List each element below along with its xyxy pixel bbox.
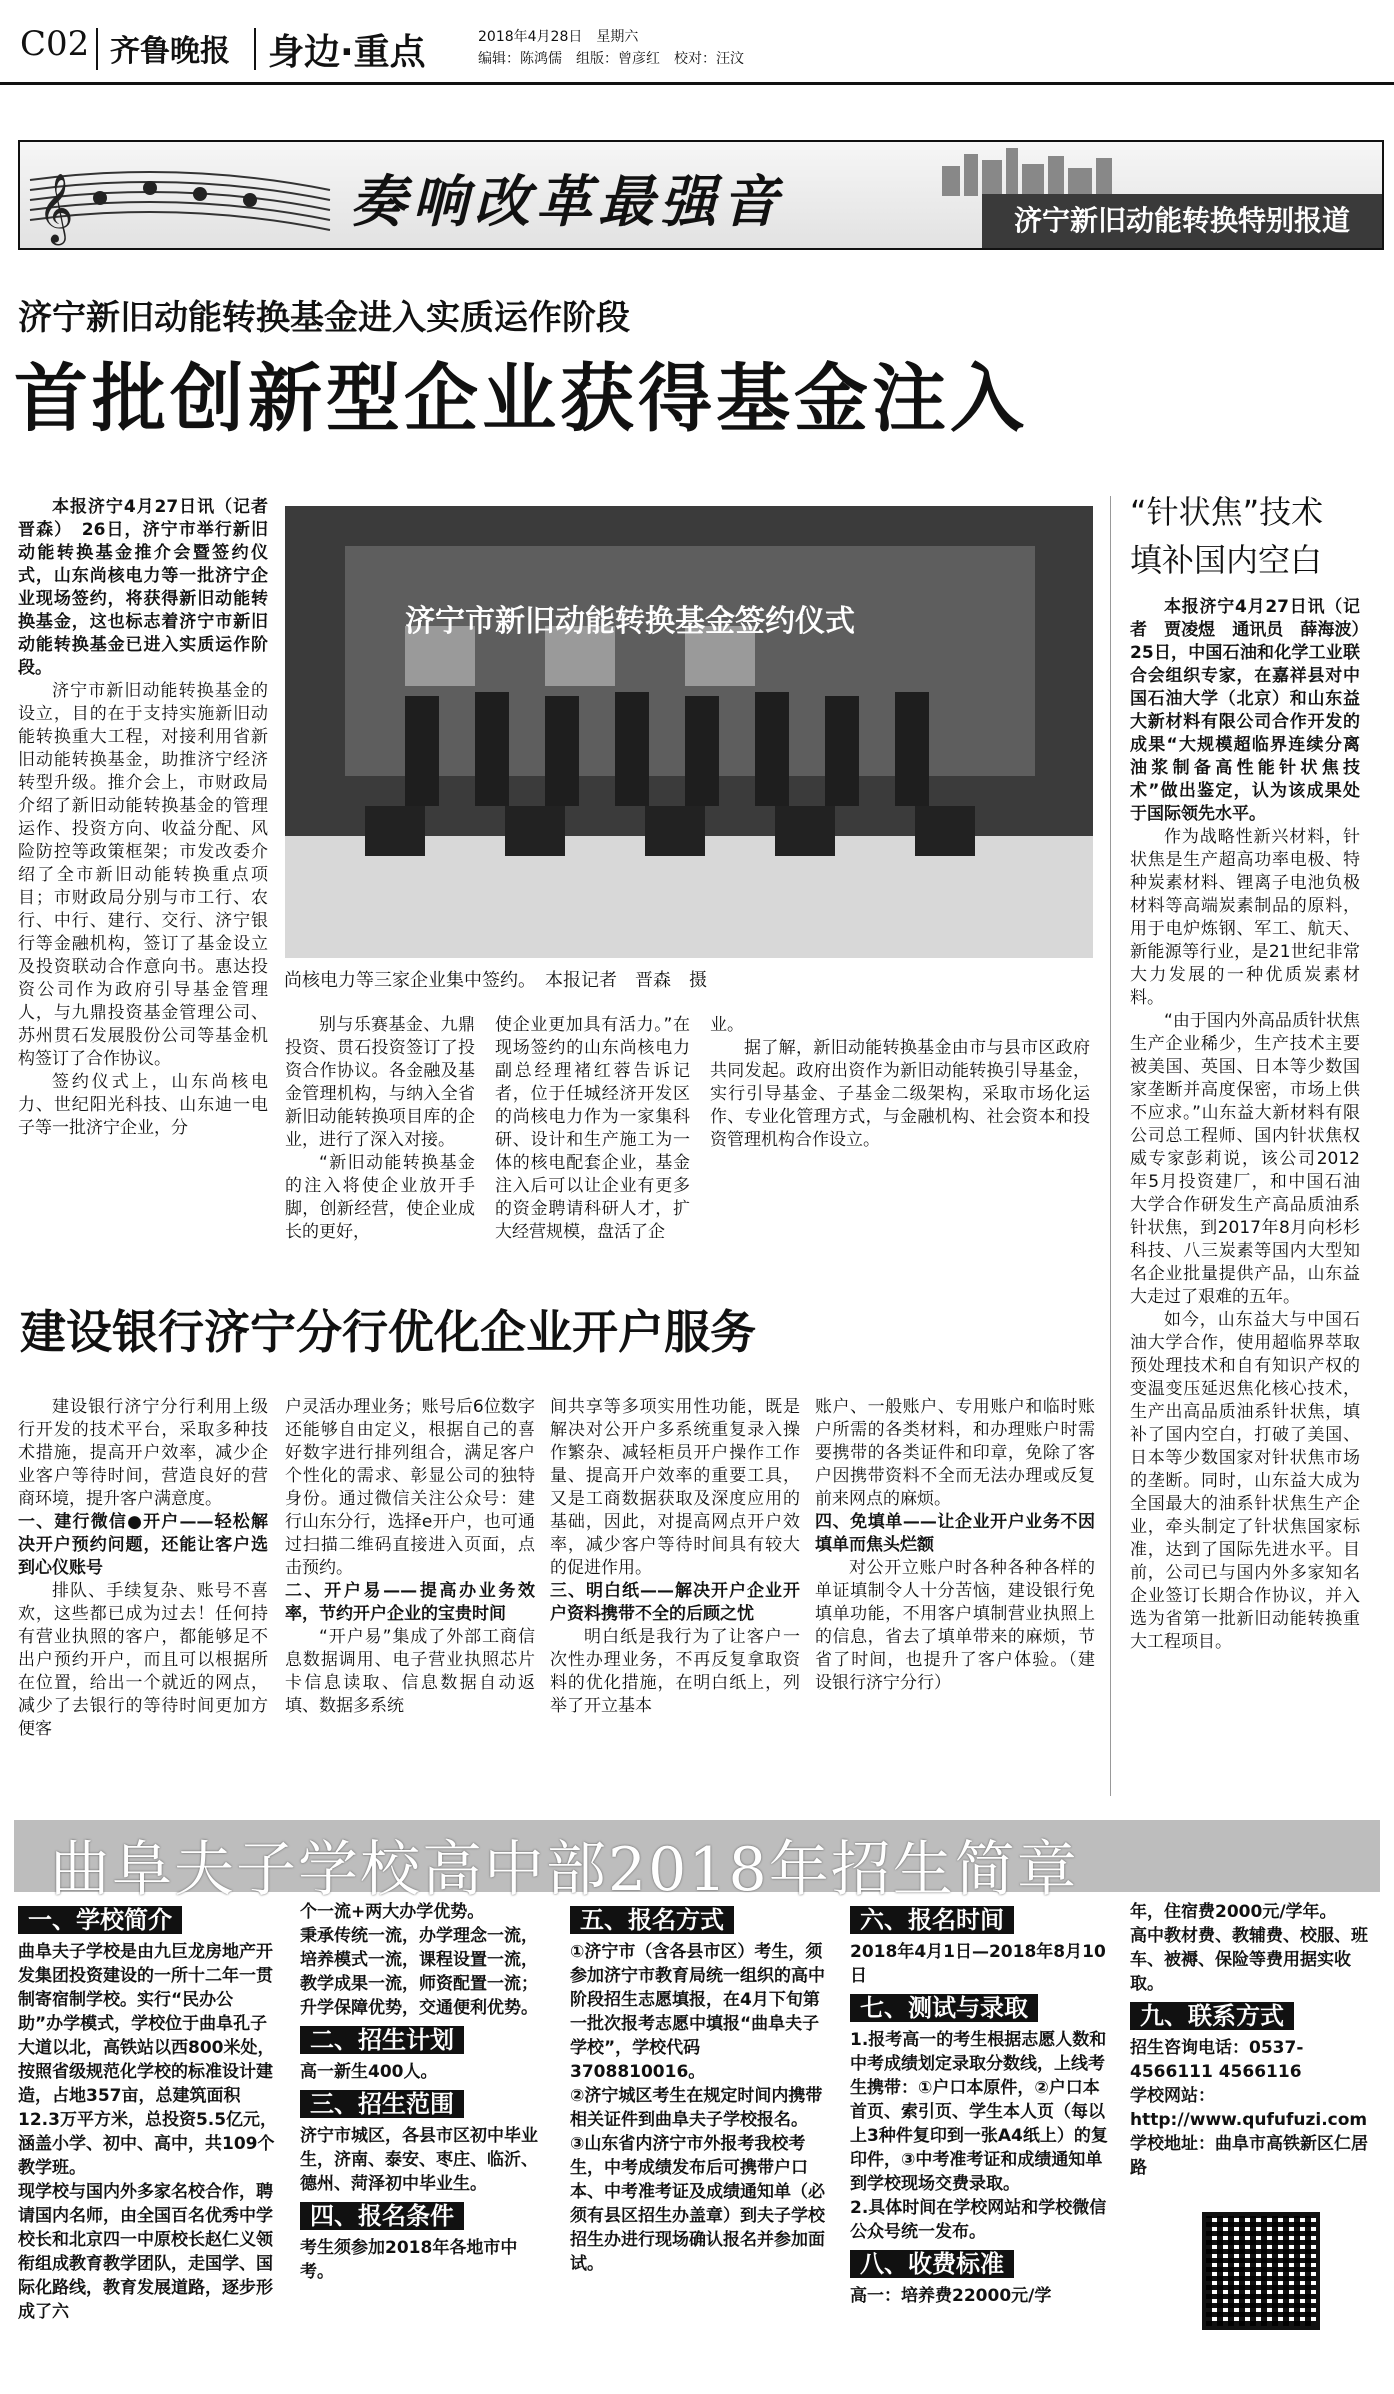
story-paragraph: 业。 — [710, 1015, 744, 1035]
ad-paragraph: 1.报考高一的考生根据志愿人数和中考成绩划定录取分数线，上线考生携带：①户口本原件，②户口本首页、索引页、学生本人页（每以上3种件复印到一张A4纸上）的复印件，③中考准考证和成绩通知单到学校现场交费录取。 — [850, 2030, 1108, 2194]
side-story-body — [1130, 596, 1377, 1796]
side-paragraph: “由于国内外高品质针状焦生产企业稀少，生产技术主要被美国、英国、日本等少数国家垄断并高度保密，市场上供不应求。”山东益大新材料有限公司总工程师、国内针状焦权威专家彭莉说，该公司2012年5月投资建厂，和中国石油大学合作研发生产高品质油系针状焦，到2017年8月向杉杉科技、八三炭素等国内大型知名企业批量提供产品，山东益大走过了艰难的五年。 — [1130, 1011, 1360, 1307]
ad-section-heading: 五、报名方式 — [570, 1906, 734, 1934]
bank-paragraph: 间共享等多项实用性功能，既是解决对公开户多系统重复录入操作繁杂、减轻柜员开户操作工作量、提高开户效率的重要工具，又是工商数据获取及深度应用的基础，因此，对提高网点开户效率，减少客户等待时间具有较大的促进作用。 — [550, 1397, 800, 1578]
banner-title: 奏响改革最强音 — [350, 169, 784, 235]
bank-column-1 — [18, 1396, 268, 1798]
city-skyline-icon — [942, 146, 1122, 196]
ad-paragraph: 高中教材费、教辅费、校服、班车、被褥、保险等费用据实收取。 — [1130, 1926, 1368, 1994]
ad-column-4 — [850, 1900, 1110, 2370]
ad-paragraph: 年，住宿费2000元/学年。 — [1130, 1902, 1337, 1922]
bank-paragraph: 明白纸是我行为了让客户一次性办理业务，不再反复拿取资料的优化措施，在明白纸上，列举了开立基本 — [550, 1627, 800, 1716]
side-title-line: 填补国内空白 — [1130, 541, 1323, 579]
ad-section-heading: 九、联系方式 — [1130, 2002, 1294, 2030]
bank-paragraph: 户灵活办理业务；账号后6位数字还能够自由定义，根据自己的喜好数字进行排列组合，满足客户个性化的需求、彰显公司的独特身份。通过微信关注公众号：建行山东分行，选择e开户，也可通过扫描二维码直接进入页面，点击预约。 — [285, 1397, 535, 1578]
story-paragraph: 使企业更加具有活力。”在现场签约的山东尚核电力副总经理褚红蓉告诉记者，位于任城经济开发区的尚核电力作为一家集科研、设计和生产施工为一体的核电配套企业，基金注入后可以让企业有更多的资金聘请科研人才，扩大经营规模，盘活了企 — [495, 1015, 690, 1242]
newspaper-logo: 齐鲁晚报 — [110, 34, 230, 69]
story-paragraph: “新旧动能转换基金的注入将使企业放开手脚，创新经营，使企业成长的更好， — [285, 1153, 475, 1242]
ad-website[interactable]: 学校网站：http://www.qufufuzi.com — [1130, 2086, 1368, 2130]
ad-column-2 — [300, 1900, 550, 2370]
ad-section-heading: 八、收费标准 — [850, 2250, 1014, 2278]
editor-credits: 编辑：陈鸿儒 组版：曾彦红 校对：汪汶 — [478, 51, 744, 67]
bank-paragraph: 对公开立账户时各种各种各样的单证填制令人十分苦恼，建设银行免填单功能，不用客户填制营业执照上的信息，省去了填单带来的麻烦，节省了时间，也提升了客户体验。（建设银行济宁分行） — [815, 1558, 1095, 1693]
ad-paragraph: ②济宁城区考生在规定时间内携带相关证件到曲阜夫子学校报名。 — [570, 2086, 823, 2130]
page-number: C02 — [20, 24, 90, 64]
header-divider — [254, 28, 256, 70]
ad-paragraph: 高一：培养费22000元/学 — [850, 2286, 1052, 2306]
ad-paragraph: 秉承传统一流，办学理念一流，培养模式一流，课程设置一流，教学成果一流，师资配置一流；升学保障优势，交通便利优势。 — [300, 1926, 538, 2018]
side-story-title — [1130, 488, 1323, 584]
story-column-2 — [285, 1014, 475, 1242]
ad-paragraph: 高一新生400人。 — [300, 2062, 438, 2082]
ad-paragraph: 2.具体时间在学校网站和学校微信公众号统一发布。 — [850, 2198, 1107, 2242]
ad-section-heading: 六、报名时间 — [850, 1906, 1014, 1934]
bank-column-4 — [815, 1396, 1095, 1798]
header-meta — [478, 26, 744, 70]
ad-column-3 — [570, 1900, 830, 2370]
ad-column-5 — [1130, 1900, 1370, 2210]
svg-text:𝄞: 𝄞 — [38, 173, 74, 243]
side-title-line: “针状焦”技术 — [1130, 493, 1324, 531]
ad-paragraph: 考生须参加2018年各地市中考。 — [300, 2238, 518, 2282]
ad-section-heading: 一、学校简介 — [18, 1906, 182, 1934]
story-paragraph: 据了解，新旧动能转换基金由市与县市区政府共同发起。政府出资作为新旧动能转换引导基金，实行引导基金、子基金二级架构，采取市场化运作、专业化管理方式，与金融机构、社会资本和投资管理机构合作设立。 — [710, 1038, 1090, 1150]
story-headline: 首批创新型企业获得基金注入 — [14, 356, 1028, 442]
ad-paragraph: 济宁市城区，各县市区初中毕业生，济南、泰安、枣庄、临沂、德州、菏泽初中毕业生。 — [300, 2126, 538, 2194]
ad-section-heading: 七、测试与录取 — [850, 1994, 1038, 2022]
ad-section-heading: 三、招生范围 — [300, 2090, 464, 2118]
qr-code-icon[interactable] — [1202, 2212, 1320, 2330]
ad-title: 曲阜夫子学校高中部2018年招生简章 — [50, 1835, 1079, 1905]
signing-ceremony-photo — [285, 506, 1093, 958]
ad-paragraph: 曲阜夫子学校是由九巨龙房地产开发集团投资建设的一所十二年一贯制寄宿制学校。实行“民办公助”办学模式，学校位于曲阜孔子大道以北，高铁站以西800米处，按照省级规范化学校的标准设计建造，占地357亩，总建筑面积12.3万平方米，总投资5.5亿元，涵盖小学、初中、高中，共109个教学班。 — [18, 1942, 278, 2178]
ad-paragraph: ③山东省内济宁市外报考我校考生，中考成绩发布后可携带户口本、中考准考证及成绩通知单（必须有县区招生办盖章）到夫子学校招生办进行现场确认报名并参加面试。 — [570, 2134, 825, 2274]
bank-column-2 — [285, 1396, 535, 1798]
bank-subhead: 三、明白纸——解决开户企业开户资料携带不全的后顾之忧 — [550, 1581, 800, 1624]
ad-paragraph: 个一流+两大办学优势。 — [300, 1902, 485, 1922]
ad-section-heading: 四、报名条件 — [300, 2202, 464, 2230]
ad-column-1 — [18, 1900, 278, 2370]
story-lead: 本报济宁4月27日讯（记者 晋森） 26日，济宁市举行新旧动能转换基金推介会暨签约仪式，山东尚核电力等一批济宁企业现场签约，将获得新旧动能转换基金，这也标志着济宁市新旧动能转换基金已进入实质运作阶段。 — [18, 497, 285, 678]
section-title: 身边·重点 — [268, 32, 426, 73]
ad-contact-phone: 招生咨询电话：0537-4566111 4566116 — [1130, 2038, 1304, 2082]
ad-section-heading: 二、招生计划 — [300, 2026, 464, 2054]
story-column-1 — [18, 496, 285, 1196]
bank-column-3 — [550, 1396, 800, 1798]
side-paragraph: 如今，山东益大与中国石油大学合作，使用超临界萃取预处理技术和自有知识产权的变温变压延迟焦化核心技术，生产出高品质油系针状焦，填补了国内空白，打破了美国、日本等少数国家对针状焦市场的垄断。同时，山东益大成为全国最大的油系针状焦生产企业，牵头制定了针状焦国家标准，达到了国际先进水平。目前，公司已与国内外多家知名企业签订长期合作协议，并入选为省第一批新旧动能转换重大工程项目。 — [1130, 1310, 1360, 1652]
bank-paragraph: 账户、一般账户、专用账户和临时账户所需的各类材料，和办理账户时需要携带的各类证件和印章，免除了客户因携带资料不全而无法办理或反复前来网点的麻烦。 — [815, 1397, 1095, 1509]
banner-tag: 济宁新旧动能转换特别报道 — [982, 194, 1382, 248]
column-rule — [1110, 496, 1111, 1796]
story-paragraph: 济宁市新旧动能转换基金的设立，目的在于支持实施新旧动能转换重大工程，对接利用省新旧动能转换基金，助推济宁经济转型升级。推介会上，市财政局介绍了新旧动能转换基金的管理运作、投资方向、收益分配、风险防控等政策框架；市发改委介绍了全市新旧动能转换重点项目；市财政局分别与市工行、农行、中行、建行、交行、济宁银行等金融机构，签订了基金设立及投资联动合作意向书。惠达投资公司作为政府引导基金管理人，与九鼎投资基金管理公司、苏州贯石发展股份公司等基金机构签订了合作协议。 — [18, 681, 268, 1069]
header-divider — [96, 28, 98, 70]
story-column-4 — [710, 1014, 1090, 1190]
bank-subhead: 一、建行微信●开户——轻松解决开户预约问题，还能让客户选到心仪账号 — [18, 1512, 268, 1578]
ad-paragraph: 2018年4月1日—2018年8月10日 — [850, 1942, 1106, 1986]
issue-date: 2018年4月28日 星期六 — [478, 29, 639, 45]
story-column-3 — [495, 1014, 690, 1242]
bank-paragraph: 排队、手续复杂、账号不喜欢，这些都已成为过去！任何持有营业执照的客户，都能够足不出户预约开户，而且可以根据所在位置，给出一个就近的网点，减少了去银行的等待时间更加方便客 — [18, 1581, 268, 1739]
story-paragraph: 别与乐赛基金、九鼎投资、贯石投资签订了投资合作协议。各金融及基金管理机构，与纳入全省新旧动能转换项目库的企业，进行了深入对接。 — [285, 1015, 475, 1150]
bank-subhead: 四、免填单——让企业开户业务不因填单而焦头烂额 — [815, 1512, 1095, 1555]
music-notes-icon — [30, 150, 330, 243]
header-rule — [0, 82, 1394, 85]
photo-banner-text: 济宁市新旧动能转换基金签约仪式 — [405, 604, 855, 639]
story-paragraph: 签约仪式上，山东尚核电力、世纪阳光科技、山东迪一电子等一批济宁企业，分 — [18, 1072, 268, 1138]
side-lead: 本报济宁4月27日讯（记者 贾凌煜 通讯员 薛海波） 25日，中国石油和化学工业联合会组织专家，在嘉祥县对中国石油大学（北京）和山东益大新材料有限公司合作开发的成果“大规模超临界连续分离油浆制备高性能针状焦技术”做出鉴定，认为该成果处于国际领先水平。 — [1130, 597, 1377, 824]
bank-paragraph: 建设银行济宁分行利用上级行开发的技术平台，采取多种技术措施，提高开户效率，减少企业客户等待时间，营造良好的营商环境，提升客户满意度。 — [18, 1397, 268, 1509]
story-kicker: 济宁新旧动能转换基金进入实质运作阶段 — [18, 298, 630, 338]
bank-subhead: 二、开户易——提高办业务效率，节约开户企业的宝贵时间 — [285, 1581, 535, 1624]
ad-paragraph: ①济宁市（含各县市区）考生，须参加济宁市教育局统一组织的高中阶段招生志愿填报，在4月下旬第一批次报考志愿中填报“曲阜夫子学校”，学校代码3708810016。 — [570, 1942, 825, 2082]
ceremony-illustration — [285, 506, 1093, 958]
side-paragraph: 作为战略性新兴材料，针状焦是生产超高功率电极、特种炭素材料、锂离子电池负极材料等高端炭素制品的原料，用于电炉炼钢、军工、航天、新能源等行业，是21世纪非常大力发展的一种优质炭素材料。 — [1130, 827, 1360, 1008]
bank-paragraph: “开户易”集成了外部工商信息数据调用、电子营业执照芯片卡信息读取、信息数据自动返填、数据多系统 — [285, 1627, 535, 1716]
special-report-banner — [18, 140, 1384, 250]
bank-headline: 建设银行济宁分行优化企业开户服务 — [20, 1305, 756, 1359]
ad-address: 学校地址：曲阜市高铁新区仁居路 — [1130, 2134, 1368, 2178]
ad-paragraph: 现学校与国内外多家名校合作，聘请国内名师，由全国百名优秀中学校长和北京四一中原校长赵仁义领衔组成教育教学团队，走国学、国际化路线，教育发展道路，逐步形成了六 — [18, 2182, 273, 2322]
photo-caption: 尚核电力等三家企业集中签约。 本报记者 晋森 摄 — [284, 970, 707, 991]
